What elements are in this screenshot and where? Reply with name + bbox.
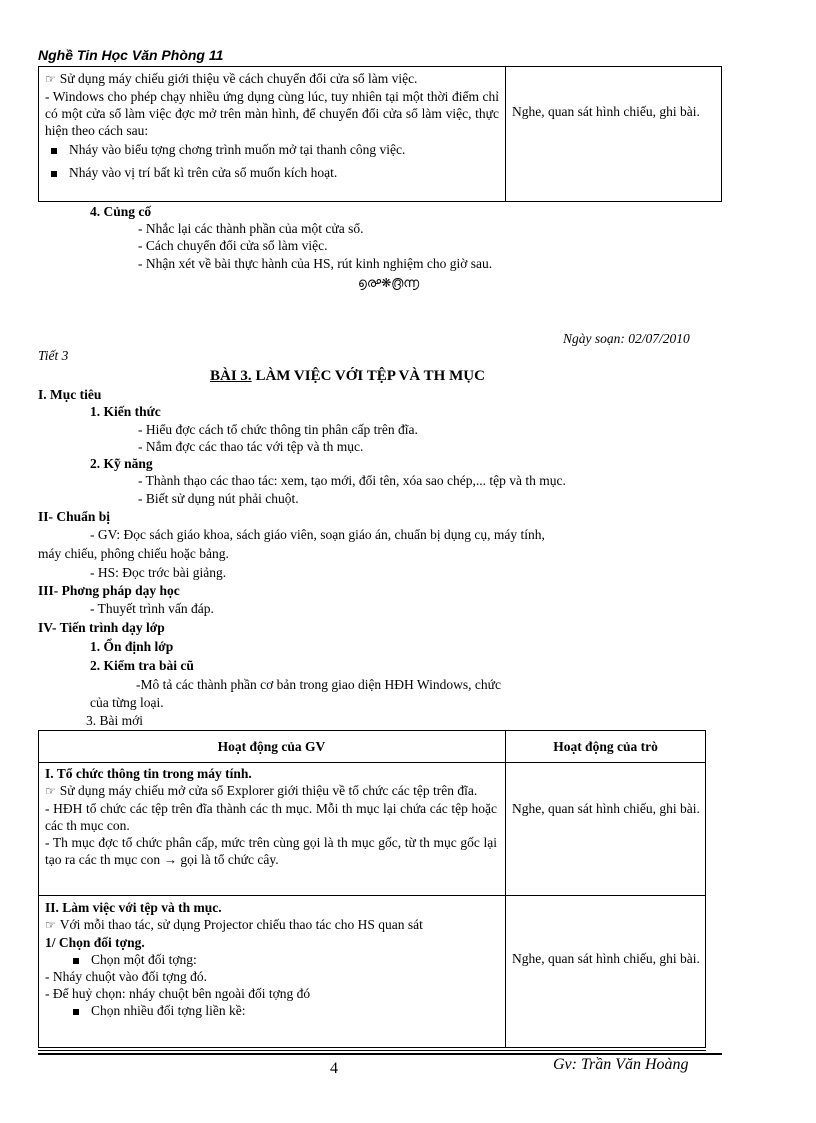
- bullet-icon: [73, 1009, 79, 1015]
- preparation-hs: - HS: Đọc trớc bài giảng.: [90, 565, 227, 580]
- row2-student-cell: Nghe, quan sát hình chiếu, ghi bài.: [512, 951, 700, 966]
- process-class-order: 1. Ổn định lớp: [90, 639, 174, 654]
- objective-knowledge: 1. Kiến thức: [90, 404, 161, 419]
- row2-heading: II. Làm việc với tệp và th mục.: [45, 900, 222, 915]
- cung-co-item-3: - Nhận xét về bài thực hành của HS, rút kinh nghiệm cho giờ sau.: [138, 256, 493, 271]
- main-table-header-rule: [38, 762, 706, 763]
- period-label: Tiết 3: [38, 348, 69, 363]
- row1-line-1: ☞ Sử dụng máy chiếu mở cửa sổ Explorer giới thiệu về tổ chức các tệp trên đĩa.: [45, 783, 478, 798]
- preparation-date: Ngày soạn: 02/07/2010: [563, 331, 690, 346]
- top-table-line-2: - Windows cho phép chạy nhiều ứng dụng cùng lúc, tuy nhiên tại một thời điểm chỉ có một cửa sổ làm việc đợc mở trên màn hình, để chuyển đổi cửa sổ làm việc, thực hiện theo cách sau:: [45, 89, 499, 138]
- cung-co-heading: 4. Củng cố: [90, 204, 152, 219]
- section-process: IV- Tiến trình dạy lớp: [38, 620, 165, 635]
- bullet-icon: [51, 171, 57, 177]
- footer-rule: [38, 1053, 722, 1055]
- check-old-line-2: của từng loại.: [90, 695, 164, 710]
- preparation-gv-line-1: - GV: Đọc sách giáo khoa, sách giáo viên, soạn giáo án, chuẩn bị dụng cụ, máy tính,: [90, 527, 545, 542]
- row2-teacher-cell: [45, 899, 497, 1019]
- lesson-title: BÀI 3. LÀM VIỆC VỚI TỆP VÀ TH MỤC: [210, 368, 485, 384]
- footer-author: Gv: Trần Văn Hoàng: [553, 1056, 689, 1073]
- process-new-lesson: 3. Bài mới: [86, 713, 144, 728]
- top-table-bullet-1: Nháy vào biểu tợng chơng trình muốn mở tại thanh công việc.: [45, 141, 499, 158]
- knowledge-item-2: - Nắm đợc các thao tác với tệp và th mục.: [138, 439, 364, 454]
- row1-heading: I. Tổ chức thông tin trong máy tính.: [45, 766, 252, 781]
- row2-subheading: 1/ Chọn đối tợng.: [45, 935, 145, 950]
- top-table-bullet-2: Nháy vào vị trí bất kì trên cửa sổ muốn kích hoạt.: [45, 164, 499, 181]
- process-check-old: 2. Kiểm tra bài cũ: [90, 658, 194, 673]
- skills-item-1: - Thành thạo các thao tác: xem, tạo mới, đổi tên, xóa sao chép,... tệp và th mục.: [138, 473, 566, 488]
- row2-line-2: - Để huỷ chọn: nháy chuột bên ngoài đối tợng đó: [45, 986, 311, 1001]
- knowledge-item-1: - Hiểu đợc cách tổ chức thông tin phân cấp trên đĩa.: [138, 422, 418, 437]
- top-table-line-1: ☞ Sử dụng máy chiếu giới thiệu về cách chuyển đổi cửa sổ làm việc.: [45, 71, 418, 86]
- row2-intro: ☞ Với mỗi thao tác, sử dụng Projector chiếu thao tác cho HS quan sát: [45, 917, 423, 932]
- cung-co-item-2: - Cách chuyển đổi cửa sổ làm việc.: [138, 238, 328, 253]
- pointing-hand-icon: ☞: [45, 918, 56, 932]
- document-header-title: Nghề Tin Học Văn Phòng 11: [38, 47, 224, 63]
- bullet-icon: [73, 958, 79, 964]
- column-header-student: Hoạt động của trò: [553, 739, 658, 754]
- bullet-icon: [51, 148, 57, 154]
- main-table-bottom-rule: [38, 1050, 706, 1051]
- pointing-hand-icon: ☞: [45, 784, 56, 798]
- row2-bullet-2: Chọn nhiều đối tợng liền kề:: [45, 1002, 497, 1019]
- section-method: III- Phơng pháp dạy học: [38, 583, 180, 598]
- section-objectives: I. Mục tiêu: [38, 387, 102, 402]
- column-header-teacher: Hoạt động của GV: [217, 739, 326, 754]
- row1-student-cell: Nghe, quan sát hình chiếu, ghi bài.: [512, 801, 700, 816]
- section-preparation: II- Chuẩn bị: [38, 509, 111, 524]
- method-item: - Thuyết trình vấn đáp.: [90, 601, 214, 616]
- preparation-gv-line-2: máy chiếu, phông chiếu hoặc bảng.: [38, 546, 229, 561]
- page-number: 4: [330, 1060, 338, 1077]
- main-table-row-rule: [38, 895, 706, 896]
- objective-skills: 2. Kỹ năng: [90, 456, 153, 471]
- main-table-divider: [505, 730, 506, 1048]
- row2-bullet-1: Chọn một đối tợng:: [45, 951, 497, 968]
- row2-line-1: - Nháy chuột vào đối tợng đó.: [45, 969, 207, 984]
- skills-item-2: - Biết sử dụng nút phải chuột.: [138, 491, 299, 506]
- top-table-divider: [505, 66, 506, 202]
- ornament-divider: ൭൙❋൫൬: [358, 275, 420, 290]
- row1-line-3: - Th mục đợc tổ chức phân cấp, mức trên cùng gọi là th mục gốc, từ th mục gốc lại tạo ra các th mục con → gọi là tổ chức cây.: [45, 835, 497, 867]
- row1-line-2: - HĐH tổ chức các tệp trên đĩa thành các th mục. Mỗi th mục lại chứa các tệp hoặc các th mục con.: [45, 801, 497, 833]
- top-table-left-cell: [45, 70, 499, 181]
- pointing-hand-icon: ☞: [45, 72, 56, 86]
- cung-co-item-1: - Nhắc lại các thành phần của một cửa sổ.: [138, 221, 364, 236]
- row1-teacher-cell: [45, 765, 497, 868]
- top-table-right-cell: Nghe, quan sát hình chiếu, ghi bài.: [512, 104, 700, 119]
- check-old-line-1: -Mô tả các thành phần cơ bản trong giao diện HĐH Windows, chức: [136, 677, 501, 692]
